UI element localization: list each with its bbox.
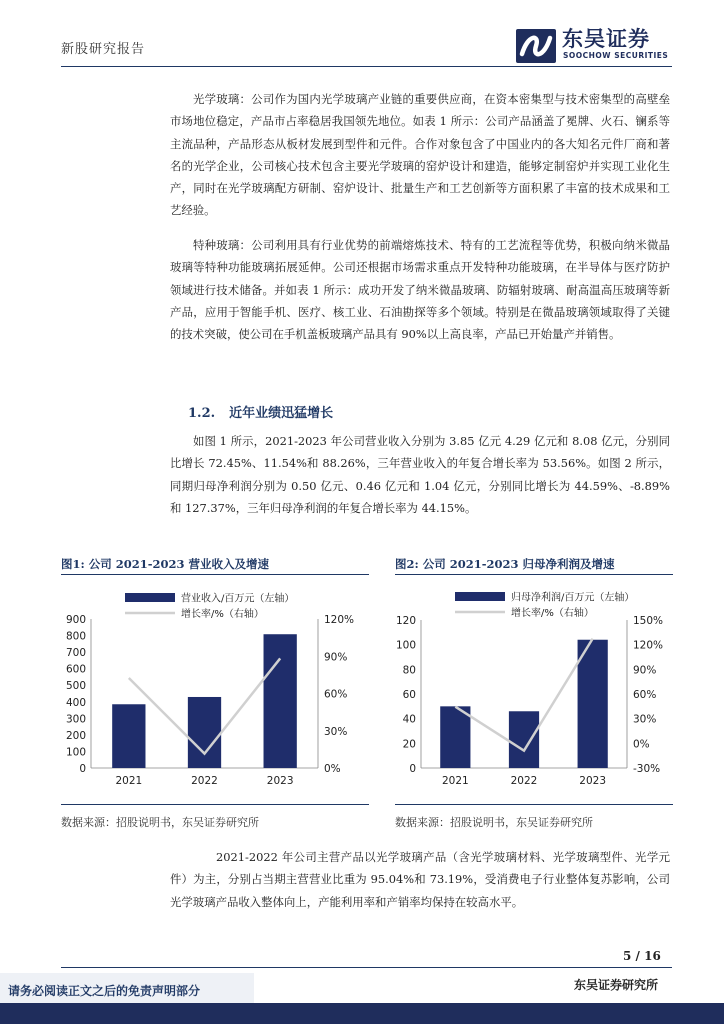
bar-2023 xyxy=(578,640,608,768)
bar-2021 xyxy=(440,706,470,768)
y-left-tick-label: 500 xyxy=(65,680,86,693)
x-tick-label-2022: 2022 xyxy=(191,775,218,787)
y-left-tick-label: 100 xyxy=(65,746,86,759)
y-left-tick-label: 20 xyxy=(402,738,416,751)
footer-institute: 东吴证券研究所 xyxy=(574,978,659,992)
legend-swatch-bar xyxy=(125,593,175,602)
y-right-tick-label: 90% xyxy=(324,651,348,664)
paragraph-performance: 如图 1 所示，2021-2023 年公司营业收入分别为 3.85 亿元 4.29 亿元和 8.08 亿元，分别同比增长 72.45%、11.54%和 88.26%，三年营业收入的年复合增长率为 53.56%。如图 2 所示，同期归母净利润分别为 0.50 亿元、0.46 亿元和 1.04 亿元，分别同比增长为 44.59%、-8.89%和 127.37%，三年归母净利润的年复合增长率为 44.15%。 xyxy=(170,434,670,515)
y-right-tick-label: 30% xyxy=(633,713,657,726)
y-right-tick-label: 120% xyxy=(324,614,355,626)
y-right-tick-label: 60% xyxy=(324,688,348,701)
footer-divider xyxy=(61,967,672,968)
y-right-tick-label: 0% xyxy=(324,763,341,775)
figure1-chart xyxy=(61,578,369,798)
paragraph-optical-glass: 光学玻璃：公司作为国内光学玻璃产业链的重要供应商，在资本密集型与技术密集型的高壁垒市场地位稳定，产品市占率稳居我国领先地位。如表 1 所示：公司产品涵盖了冕牌、火石、镧系等主流品种，产品形态从板材发展到型件和元件。合作对象包含了中国业内的各大知名元件厂商和著名的光学企业，公司核心技术包含主要光学玻璃的窑炉设计和建造，能够定制窑炉并实现工业化生产，同时在光学玻璃配方研制、窑炉设计、批量生产和工艺创新等方面积累了丰富的技术成果和工艺经验。 xyxy=(170,92,670,218)
y-left-tick-label: 200 xyxy=(65,729,86,742)
legend-label-line: 增长率/%（右轴） xyxy=(511,608,594,619)
legend-swatch-bar xyxy=(455,592,505,601)
section-heading xyxy=(188,402,333,421)
y-right-tick-label: 30% xyxy=(324,725,348,738)
y-right-tick-label: 0% xyxy=(633,738,650,751)
x-tick-label-2021: 2021 xyxy=(115,775,143,787)
figure2-chart xyxy=(395,578,673,798)
section-number: 1.2. xyxy=(188,406,216,421)
brand-name-cn: 东吴证券 xyxy=(562,27,650,51)
y-left-tick-label: 100 xyxy=(395,639,416,652)
bar-2022 xyxy=(188,697,221,768)
legend-label-bar: 归母净利润/百万元（左轴） xyxy=(511,592,635,604)
y-right-tick-label: 120% xyxy=(633,639,664,652)
y-left-tick-label: 40 xyxy=(402,713,416,726)
y-left-tick-label: 900 xyxy=(65,614,86,626)
x-tick-label-2022: 2022 xyxy=(510,775,538,787)
y-left-tick-label: 120 xyxy=(395,615,416,627)
figure1-title: 图1: 公司 2021-2023 营业收入及增速 xyxy=(61,557,270,571)
header-divider xyxy=(61,66,672,67)
figure2-title: 图2: 公司 2021-2023 归母净利润及增速 xyxy=(395,557,615,571)
page-number: 5 / 16 xyxy=(623,949,661,963)
x-tick-label-2023: 2023 xyxy=(579,775,607,787)
y-left-tick-label: 400 xyxy=(65,696,86,709)
bar-2023 xyxy=(264,634,297,768)
y-right-tick-label: 150% xyxy=(633,615,664,627)
y-right-tick-label: 60% xyxy=(633,689,657,701)
x-tick-label-2021: 2021 xyxy=(441,775,469,787)
brand-name-en: SOOCHOW SECURITIES xyxy=(563,51,669,60)
section-title: 近年业绩迅猛增长 xyxy=(229,406,334,421)
y-left-tick-label: 800 xyxy=(65,630,86,643)
paragraph-main-products: 2021-2022 年公司主营产品以光学玻璃产品（含光学玻璃材料、光学玻璃型件、光学元件）为主，分别占当期主营营业比重为 95.04%和 73.19%，受消费电子行业整体复苏影响，公司光学玻璃产品收入整体向上，产能利用率和产销率均保持在较高水平。 xyxy=(170,850,670,909)
y-left-tick-label: 0 xyxy=(409,763,416,775)
y-left-tick-label: 700 xyxy=(65,647,86,660)
figure1-source: 数据来源：招股说明书，东吴证券研究所 xyxy=(61,816,259,829)
bar-2022 xyxy=(509,711,539,768)
figure2-top-rule xyxy=(395,574,673,575)
figure1-top-rule xyxy=(61,574,369,575)
footer-bar xyxy=(0,1003,724,1024)
legend-label-line: 增长率/%（右轴） xyxy=(181,609,264,620)
y-right-tick-label: -30% xyxy=(633,763,661,775)
y-left-tick-label: 600 xyxy=(65,663,86,676)
figure2-source: 数据来源：招股说明书，东吴证券研究所 xyxy=(395,816,593,829)
y-left-tick-label: 0 xyxy=(79,763,86,775)
figure2-bottom-rule xyxy=(395,804,673,805)
y-left-tick-label: 60 xyxy=(402,689,416,701)
disclaimer-text: 请务必阅读正文之后的免责声明部分 xyxy=(8,984,201,998)
report-type-label: 新股研究报告 xyxy=(61,42,146,57)
paragraph-special-glass: 特种玻璃：公司利用具有行业优势的前端熔炼技术、特有的工艺流程等优势，积极向纳米微晶玻璃等特种功能玻璃拓展延伸。公司还根据市场需求重点开发特种功能玻璃，在半导体与医疗防护领域进行技术储备。并如表 1 所示：成功开发了纳米微晶玻璃、防辐射玻璃、耐高温高压玻璃等新产品，应用于智能手机、医疗、核工业、石油勘探等多个领域。特别是在微晶玻璃领域取得了关键的技术突破，使公司在手机盖板玻璃产品具有 90%以上高良率，产品已开始量产并销售。 xyxy=(170,238,670,342)
y-left-tick-label: 300 xyxy=(65,713,86,726)
y-right-tick-label: 90% xyxy=(633,664,657,677)
y-left-tick-label: 80 xyxy=(402,664,416,677)
figure1-bottom-rule xyxy=(61,804,369,805)
bar-2021 xyxy=(112,704,145,768)
x-tick-label-2023: 2023 xyxy=(266,775,294,787)
legend-label-bar: 营业收入/百万元（左轴） xyxy=(181,593,295,605)
